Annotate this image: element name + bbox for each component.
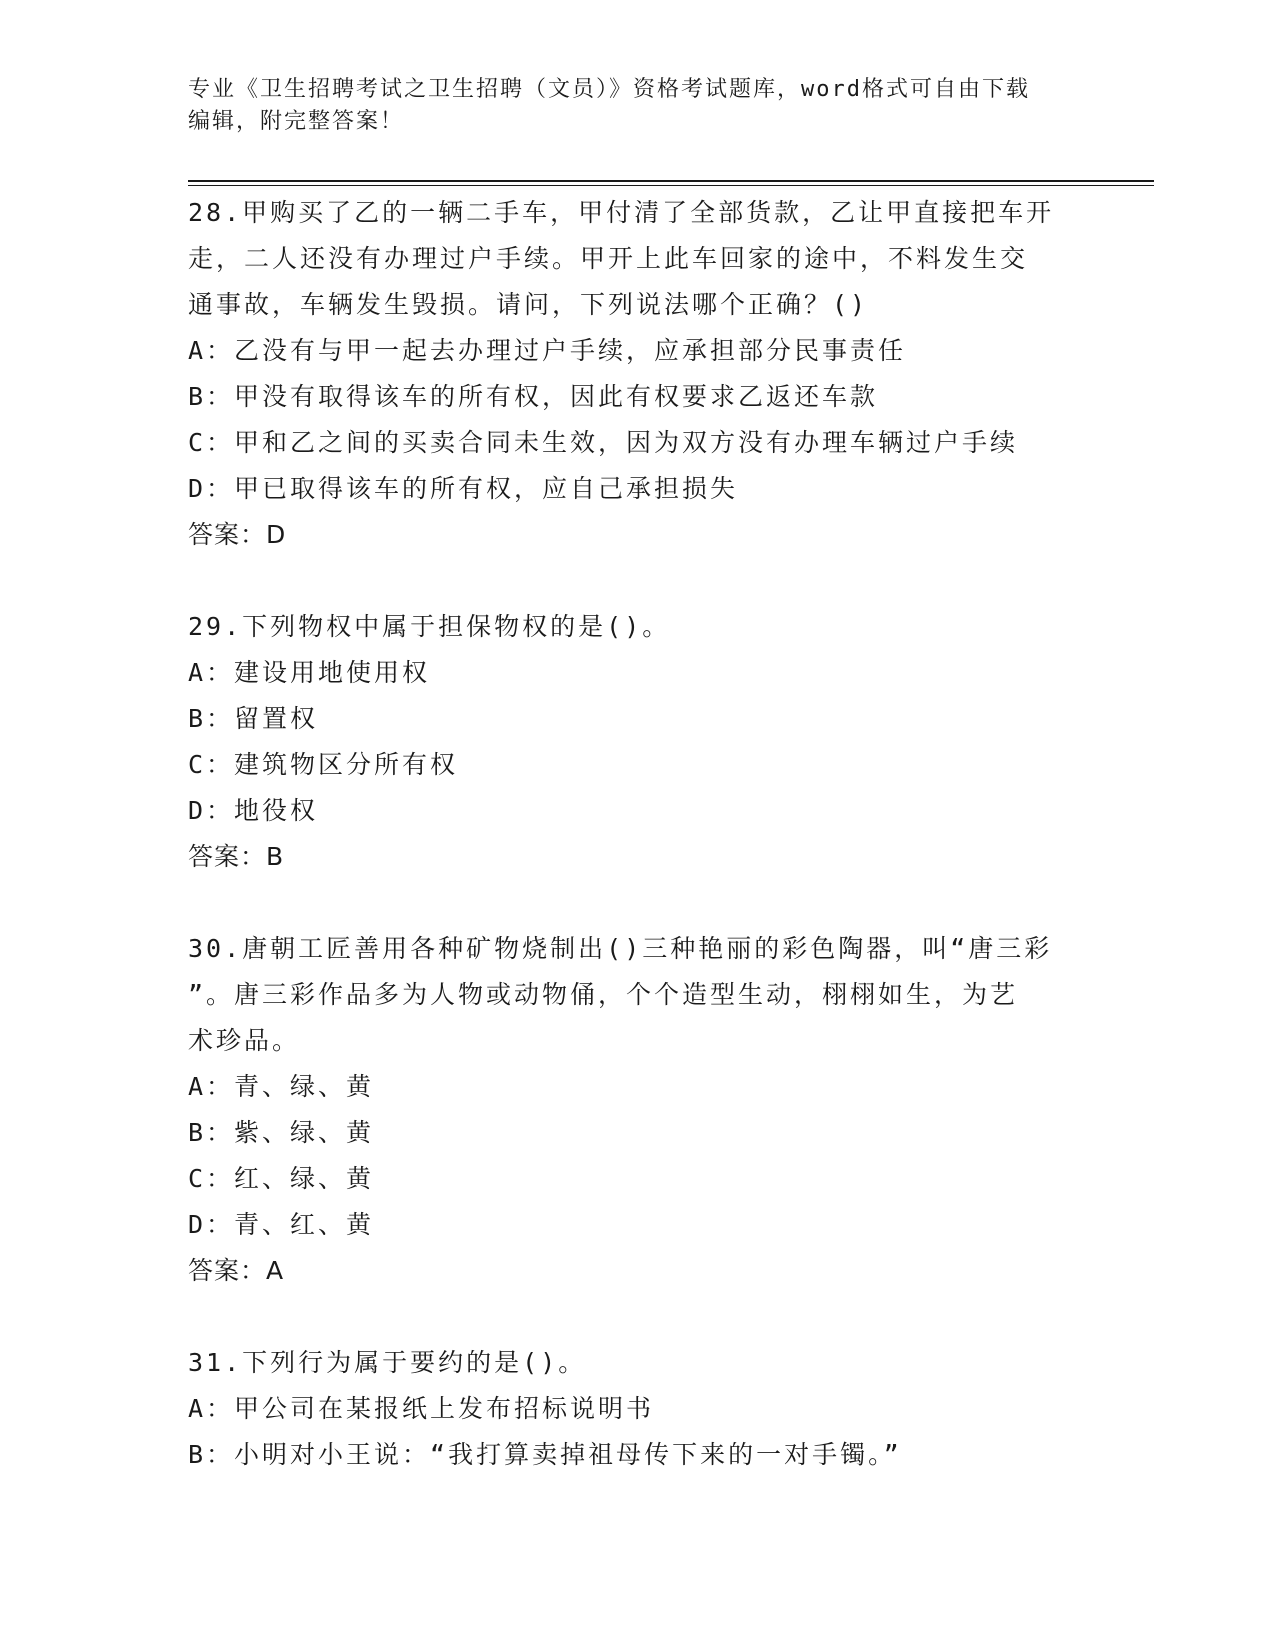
- answer-value: D: [266, 520, 287, 549]
- option-d: D：甲已取得该车的所有权，应自己承担损失: [188, 474, 739, 503]
- answer-line: [188, 834, 1088, 880]
- option-a: A：乙没有与甲一起去办理过户手续，应承担部分民事责任: [188, 336, 907, 365]
- answer-line: [188, 1248, 1088, 1294]
- answer-value: B: [266, 842, 285, 871]
- question-28: [188, 190, 1088, 558]
- option-b: B：甲没有取得该车的所有权，因此有权要求乙返还车款: [188, 382, 879, 411]
- option-a: A：甲公司在某报纸上发布招标说明书: [188, 1394, 655, 1423]
- question-text-line: 走，二人还没有办理过户手续。甲开上此车回家的途中，不料发生交: [188, 244, 1029, 273]
- answer-label: 答案：: [188, 842, 267, 871]
- question-29: [188, 604, 1088, 880]
- question-list: [188, 190, 1088, 1478]
- header-divider-thin: [188, 185, 1154, 186]
- option-a: A：建设用地使用权: [188, 658, 431, 687]
- option-c: C：红、绿、黄: [188, 1164, 375, 1193]
- option-d: D：青、红、黄: [188, 1210, 375, 1239]
- option-b: B：小明对小王说：“我打算卖掉祖母传下来的一对手镯。”: [188, 1440, 902, 1469]
- header-divider-thick: [188, 180, 1154, 182]
- option-d: D：地役权: [188, 796, 319, 825]
- question-text-line: 31.下列行为属于要约的是()。: [188, 1348, 587, 1377]
- question-text-line: 通事故，车辆发生毁损。请问，下列说法哪个正确？(): [188, 290, 869, 319]
- option-b: B：紫、绿、黄: [188, 1118, 375, 1147]
- header-line-1: 专业《卫生招聘考试之卫生招聘（文员）》资格考试题库，word格式可自由下载: [188, 77, 1030, 102]
- option-c: C：甲和乙之间的买卖合同未生效，因为双方没有办理车辆过户手续: [188, 428, 1019, 457]
- option-c: C：建筑物区分所有权: [188, 750, 459, 779]
- question-text-line: 30.唐朝工匠善用各种矿物烧制出()三种艳丽的彩色陶器，叫“唐三彩: [188, 934, 1053, 963]
- spacer: [188, 558, 1088, 604]
- spacer: [188, 880, 1088, 926]
- option-a: A：青、绿、黄: [188, 1072, 375, 1101]
- question-text-line: 29.下列物权中属于担保物权的是()。: [188, 612, 671, 641]
- spacer: [188, 1294, 1088, 1340]
- answer-label: 答案：: [188, 520, 267, 549]
- answer-label: 答案：: [188, 1256, 267, 1285]
- option-b: B：留置权: [188, 704, 319, 733]
- question-text-line: 术珍品。: [188, 1026, 301, 1055]
- question-30: [188, 926, 1088, 1294]
- header-line-2: 编辑，附完整答案！: [188, 109, 405, 134]
- question-text-line: 28.甲购买了乙的一辆二手车，甲付清了全部货款，乙让甲直接把车开: [188, 198, 1055, 227]
- answer-value: A: [266, 1256, 285, 1285]
- document-header: [188, 74, 1088, 138]
- question-31: [188, 1340, 1088, 1478]
- answer-line: [188, 512, 1088, 558]
- question-text-line: ”。唐三彩作品多为人物或动物俑，个个造型生动，栩栩如生，为艺: [188, 980, 1019, 1009]
